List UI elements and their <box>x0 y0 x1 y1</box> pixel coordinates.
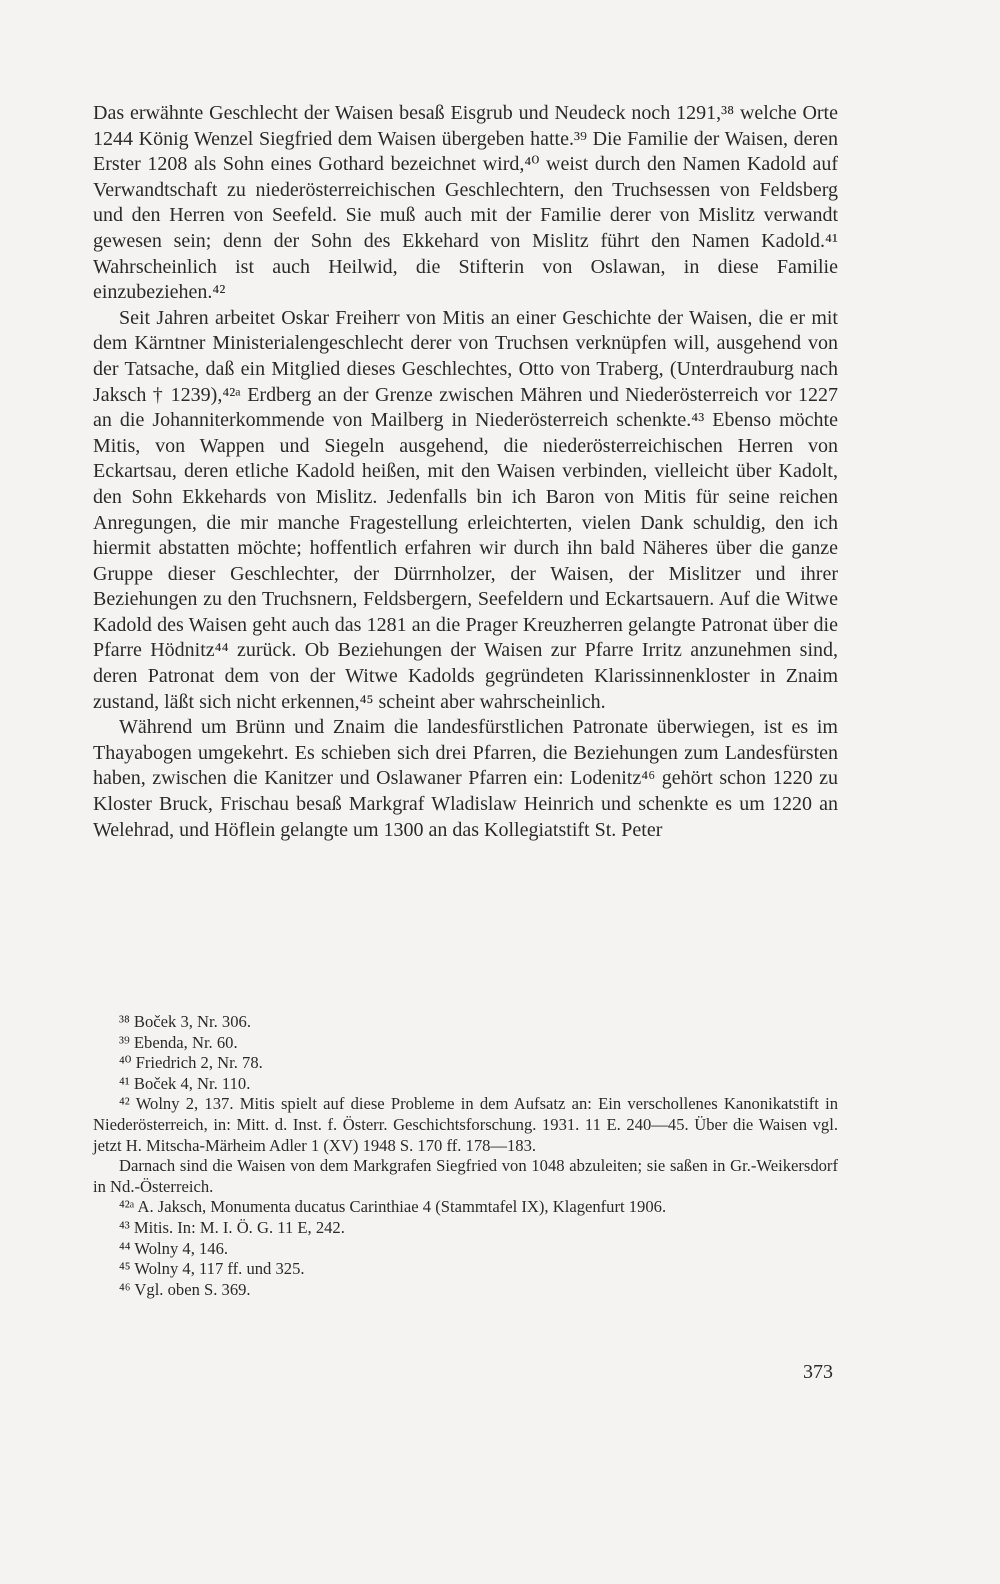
footnote-45: ⁴⁵ Wolny 4, 117 ff. und 325. <box>119 1259 305 1279</box>
page-number: 373 <box>803 1361 833 1383</box>
paragraph-2: Seit Jahren arbeitet Oskar Freiherr von Mitis an einer Geschichte der Waisen, die er mit dem Kärntner Ministerialengeschlecht derer von Truchsen verknüpfen will, ausgehend von der Tatsache, daß ein Mitglied dieses Geschlechtes, Otto von Traberg, (Unterdrauburg nach Jaksch † 1239),⁴²ᵃ Erdberg an der Grenze zwischen Mähren und Niederösterreich vor 1227 an die Johanniterkommende von Mailberg in Niederösterreich schenkte.⁴³ Ebenso möchte Mitis, von Wappen und Siegeln ausgehend, die niederösterreichischen Herren von Eckartsau, deren etliche Kadold heißen, mit den Waisen verbinden, vielleicht über Kadolt, den Sohn Ekkehards von Mislitz. Jedenfalls bin ich Baron von Mitis für seine reichen Anregungen, die mir manche Fragestellung erleichterten, vielen Dank schuldig, den ich hiermit abstatten möchte; hoffentlich erfahren wir durch ihn bald Näheres über die ganze Gruppe dieser Geschlechter, der Dürrnholzer, der Waisen, der Mislitzer und ihrer Beziehungen zu den Truchsnern, Feldsbergern, Seefeldern und Eckartsauern. Auf die Witwe Kadold des Waisen geht auch das 1281 an die Prager Kreuzherren gelangte Patronat über die Pfarre Hödnitz⁴⁴ zurück. Ob Beziehungen der Waisen zur Pfarre Irritz anzunehmen sind, deren Patronat dem von der Witwe Kadolds gegründeten Klarissinnenkloster in Znaim zustand, läßt sich nicht erkennen,⁴⁵ scheint aber wahrscheinlich. <box>93 306 838 713</box>
footnote-42-continuation: Darnach sind die Waisen von dem Markgrafen Siegfried von 1048 abzuleiten; sie saßen in Gr.-Weikersdorf in Nd.-Österreich. <box>93 1156 838 1196</box>
footnote-39: ³⁹ Ebenda, Nr. 60. <box>119 1032 238 1052</box>
paragraph-3: Während um Brünn und Znaim die landesfürstlichen Patronate überwiegen, ist es im Thayabogen umgekehrt. Es schieben sich drei Pfarren, die Beziehungen zum Landesfürsten haben, zwischen die Kanitzer und Oslawaner Pfarren ein: Lodenitz⁴⁶ gehört schon 1220 zu Kloster Bruck, Frischau besaß Markgraf Wladislaw Heinrich und schenkte es um 1220 an Welehrad, und Höflein gelangte um 1300 an das Kollegiatstift St. Peter <box>93 716 838 841</box>
footnote-42a: ⁴²ᵃ A. Jaksch, Monumenta ducatus Carinthiae 4 (Stammtafel IX), Klagenfurt 1906. <box>119 1197 667 1217</box>
footnote-38: ³⁸ Boček 3, Nr. 306. <box>119 1012 251 1031</box>
footnote-41: ⁴¹ Boček 4, Nr. 110. <box>119 1073 251 1093</box>
footnotes <box>93 1012 838 1300</box>
footnote-42: ⁴² Wolny 2, 137. Mitis spielt auf diese Probleme in dem Aufsatz an: Ein verschollenes Kanonikatstift in Niederösterreich, in: Mitt. d. Inst. f. Österr. Geschichtsforschung. 1931. 11 E. 240—45. Über die Waisen vgl. jetzt H. Mitscha-Märheim Adler 1 (XV) 1948 S. 170 ff. 178—183. <box>93 1094 838 1155</box>
footnote-46: ⁴⁶ Vgl. oben S. 369. <box>119 1279 251 1299</box>
footnote-44: ⁴⁴ Wolny 4, 146. <box>119 1238 229 1258</box>
footnote-43: ⁴³ Mitis. In: M. I. Ö. G. 11 E, 242. <box>119 1217 345 1237</box>
footnote-40: ⁴⁰ Friedrich 2, Nr. 78. <box>119 1053 263 1073</box>
main-text <box>93 101 838 843</box>
paragraph-1: Das erwähnte Geschlecht der Waisen besaß Eisgrub und Neudeck noch 1291,³⁸ welche Orte 1244 König Wenzel Siegfried dem Waisen übergeben hatte.³⁹ Die Familie der Waisen, deren Erster 1208 als Sohn eines Gothard bezeichnet wird,⁴⁰ weist durch den Namen Kadold auf Verwandtschaft zu niederösterreichischen Geschlechtern, den Truchsessen von Feldsberg und den Herren von Seefeld. Sie muß auch mit der Familie derer von Mislitz verwandt gewesen sein; denn der Sohn des Ekkehard von Mislitz führt den Namen Kadold.⁴¹ Wahrscheinlich ist auch Heilwid, die Stifterin von Oslawan, in diese Familie einzubeziehen.⁴² <box>93 102 838 304</box>
